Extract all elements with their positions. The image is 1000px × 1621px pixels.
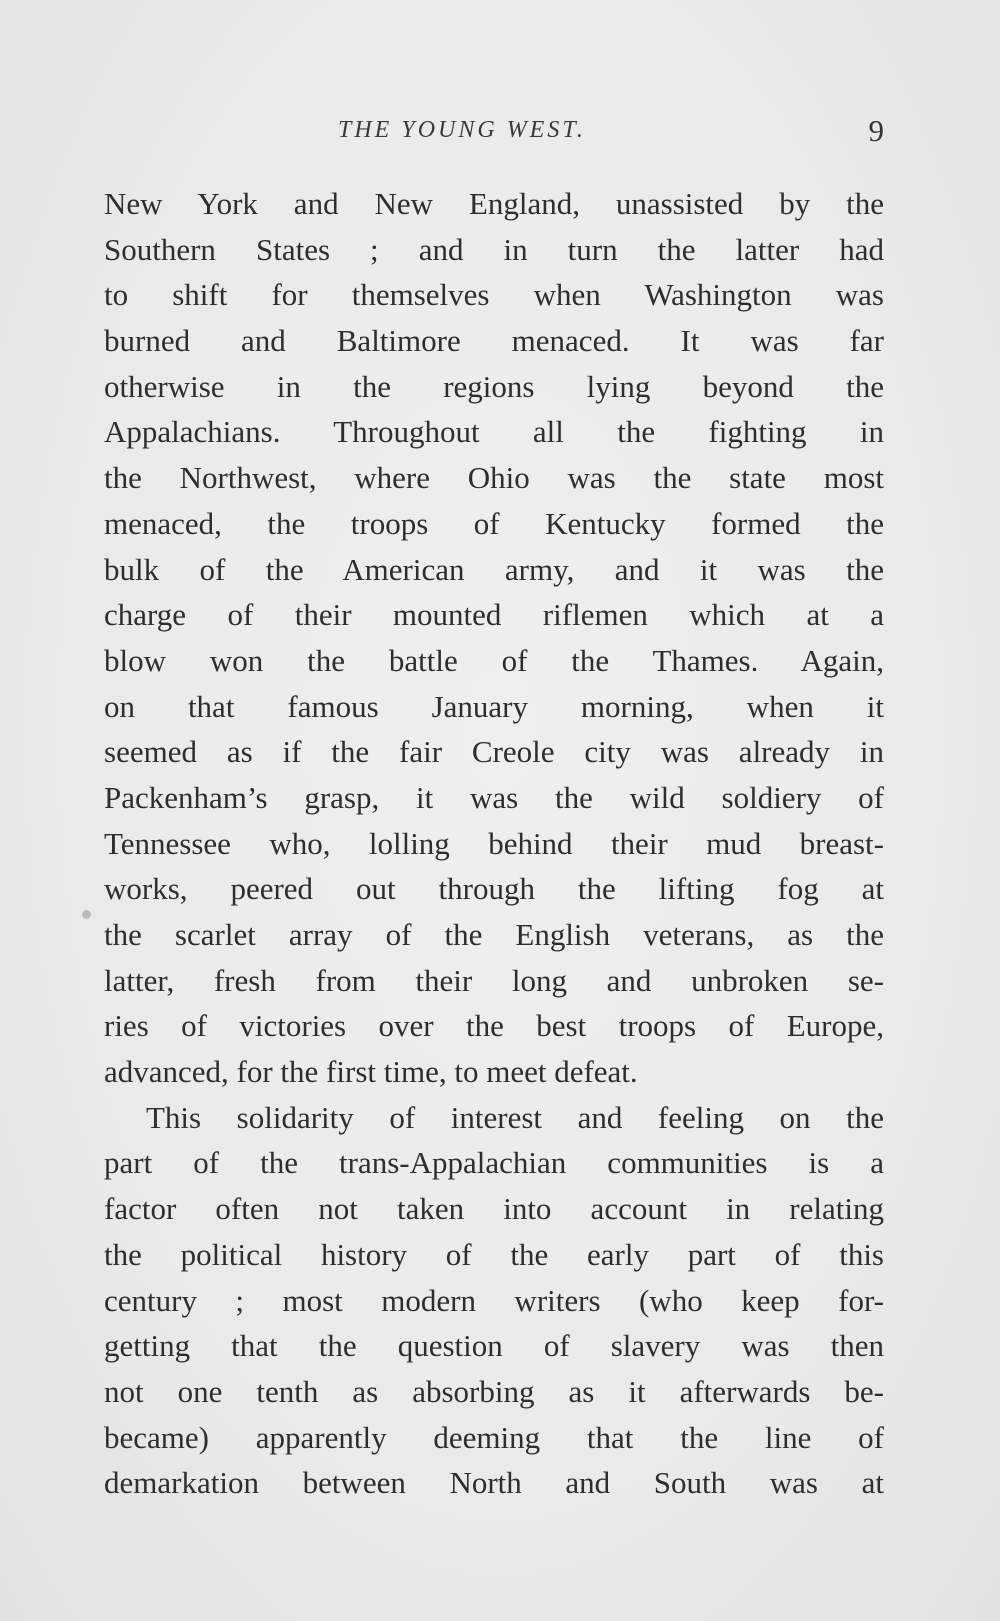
ink-smudge [82,910,91,919]
text-line: Appalachians. Throughout all the fighting in [104,414,884,450]
paragraph-2 [104,1095,884,1506]
text-line: otherwise in the regions lying beyond the [104,368,884,404]
text-line: getting that the question of slavery was then [104,1328,884,1364]
text-line: part of the trans-Appalachian communities is a [104,1145,884,1181]
text-line: the Northwest, where Ohio was the state most [104,460,884,496]
text-line: works, peered out through the lifting fog at [104,871,884,907]
text-line: Packenham’s grasp, it was the wild soldiery of [104,779,884,815]
text-line: century ; most modern writers (who keep for- [104,1282,884,1318]
text-line: ries of victories over the best troops of Europe, [104,1008,884,1044]
text-line: demarkation between North and South was at [104,1465,884,1501]
text-line: advanced, for the first time, to meet defeat. [104,1054,638,1090]
text-line: to shift for themselves when Washington was [104,277,884,313]
running-title: THE YOUNG WEST. [338,117,586,143]
text-line: seemed as if the fair Creole city was already in [104,734,884,770]
text-line: burned and Baltimore menaced. It was far [104,323,884,359]
text-line: charge of their mounted riflemen which at a [104,597,884,633]
text-line: not one tenth as absorbing as it afterwards be- [104,1373,884,1409]
text-line: latter, fresh from their long and unbroken se- [104,962,884,998]
text-line: bulk of the American army, and it was the [104,551,884,587]
paragraph-1 [104,181,884,1095]
page-number: 9 [868,113,884,148]
text-line: on that famous January morning, when it [104,688,884,724]
text-line: became) apparently deeming that the line of [104,1419,884,1455]
text-line: menaced, the troops of Kentucky formed the [104,505,884,541]
text-line: the scarlet array of the English veterans, as the [104,917,884,952]
text-line: This solidarity of interest and feeling on the [146,1099,884,1135]
running-head [104,113,884,157]
text-line: factor often not taken into account in relating [104,1191,884,1227]
text-line: New York and New England, unassisted by the [104,186,884,221]
text-line: the political history of the early part of this [104,1236,884,1272]
text-line: blow won the battle of the Thames. Again, [104,642,884,678]
text-line: Tennessee who, lolling behind their mud breast- [104,825,884,861]
text-line: Southern States ; and in turn the latter had [104,231,884,267]
body-text [104,181,884,1506]
